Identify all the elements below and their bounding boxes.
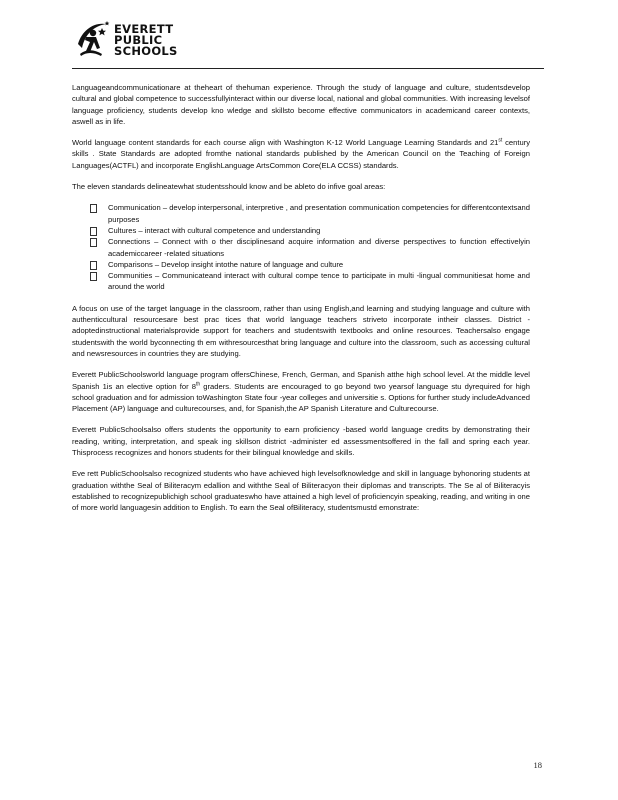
checkbox-bullet-icon (90, 204, 97, 213)
goal-text: Connections – Connect with o ther disciplinesand acquire information and diverse perspectives to function effectivelyin academiccareer -related situations (108, 237, 530, 258)
program-text-b: graders. Students are encouraged to go beyond two yearsof language stu dyrequired for high school graduation and for admission toWashington State four -year colleges and universitie s. Options for further study includeAdvanced Placement (AP) language and culturecourses, and, for Spanish,the AP Spanish Literature and Culturecourse. (72, 381, 530, 414)
document-body (72, 82, 530, 524)
paragraph-target-language: A focus on use of the target language in the classroom, rather than using English,and learning and studying language and culture with authenticcultural resourcesare best prac tices that world language teachers striveto incorporate intheir classes. District -adoptedinstructional materialsprovide support for teachers and studentswith textbooks and online resources. Teachersalso engage studentswith the world byconnecting th em withresourcesthat bring language and culture into the classroom, such as accessing cultural and newsresources in countries they are studying. (72, 303, 530, 358)
checkbox-bullet-icon (90, 227, 97, 236)
list-item (90, 202, 530, 225)
standards-text-a: World language content standards for each course align with Washington K-12 World Language Learning Standards and 21 (72, 138, 499, 148)
paragraph-standards (72, 137, 530, 171)
page-number: 18 (533, 760, 542, 770)
paragraph-goal-areas: The eleven standards delineatewhat studentsshould know and be ableto do infive goal areas: (72, 182, 386, 192)
checkbox-bullet-icon (90, 272, 97, 281)
header-divider (72, 68, 544, 69)
logo-line-3: SCHOOLS (114, 43, 178, 58)
program-superscript: th (195, 381, 201, 387)
paragraph-program (72, 369, 530, 414)
goal-list (72, 202, 530, 292)
logo-line-2: PUBLIC (114, 32, 163, 47)
list-item (90, 225, 530, 236)
standards-text-b: century skills . State Standards are adopted fromthe national standards published by the American Council on the Teaching of Foreign Languages(ACTFL) and incorporate EnglishLanguage ArtsCommon Core(ELA CCSS) standards. (72, 138, 530, 170)
checkbox-bullet-icon (90, 261, 97, 270)
list-item (90, 270, 530, 293)
figure-with-stars-icon (72, 18, 112, 62)
paragraph-seal-of-biliteracy: Eve rett PublicSchoolsalso recognized students who have achieved high levelsofknowledge and skill in language byhonoring students at graduation withthe Seal of Biliteracym edallion and withthe Seal of Biliteracyon their diplomas and transcripts. The Se al of Biliteracyis established to recognizepublichigh school graduateswho have attained a high level of proficiencyin speaking, reading, and writing in one of more world languagesin addition to English. To earn the Seal ofBiliteracy, studentsmustd emonstrate: (72, 469, 530, 513)
goal-text: Comparisons – Develop insight intothe nature of language and culture (108, 259, 344, 269)
paragraph-proficiency-credits: Everett PublicSchoolsalso offers students the opportunity to earn proficiency -based world language credits by demonstrating their reading, writing, interpretation, and speak ing skillson district -administer ed assessmentsoffered in the fall and spring each year. Thisprocess recognizes and honors students for their bilingual knowledge and skills. (72, 425, 530, 458)
list-item (90, 236, 530, 259)
logo-line-1: EVERETT (114, 21, 174, 36)
district-logo (72, 14, 178, 66)
goal-text: Communities – Communicateand interact with cultural compe tence to participate in multi -lingual communitiesat home and around the world (108, 271, 530, 292)
paragraph-intro: Languageandcommunicationare at theheart of thehuman experience. Through the study of language and culture, studentsdevelop cultural and global competence to successfullyinteract within our diverse local, national and global communities. With increasing levelsof language proficiency, students develop kno wledge and skillsto become effective communicators in academicand career contexts, aswell as in life. (72, 83, 530, 126)
program-text-a: Everett PublicSchoolsworld language program offersChinese, French, German, and Spanish atthe high school level. At the middle level Spanish 1is an elective option for 8 (72, 370, 530, 391)
goal-text: Cultures – interact with cultural competence and understanding (108, 225, 321, 235)
logo-wordmark (114, 21, 178, 58)
list-item (90, 259, 530, 270)
standards-superscript: st (498, 137, 503, 144)
checkbox-bullet-icon (90, 238, 97, 247)
goal-text: Communication – develop interpersonal, interpretive , and presentation communication competencies for differentcontextsand purposes (108, 203, 530, 224)
